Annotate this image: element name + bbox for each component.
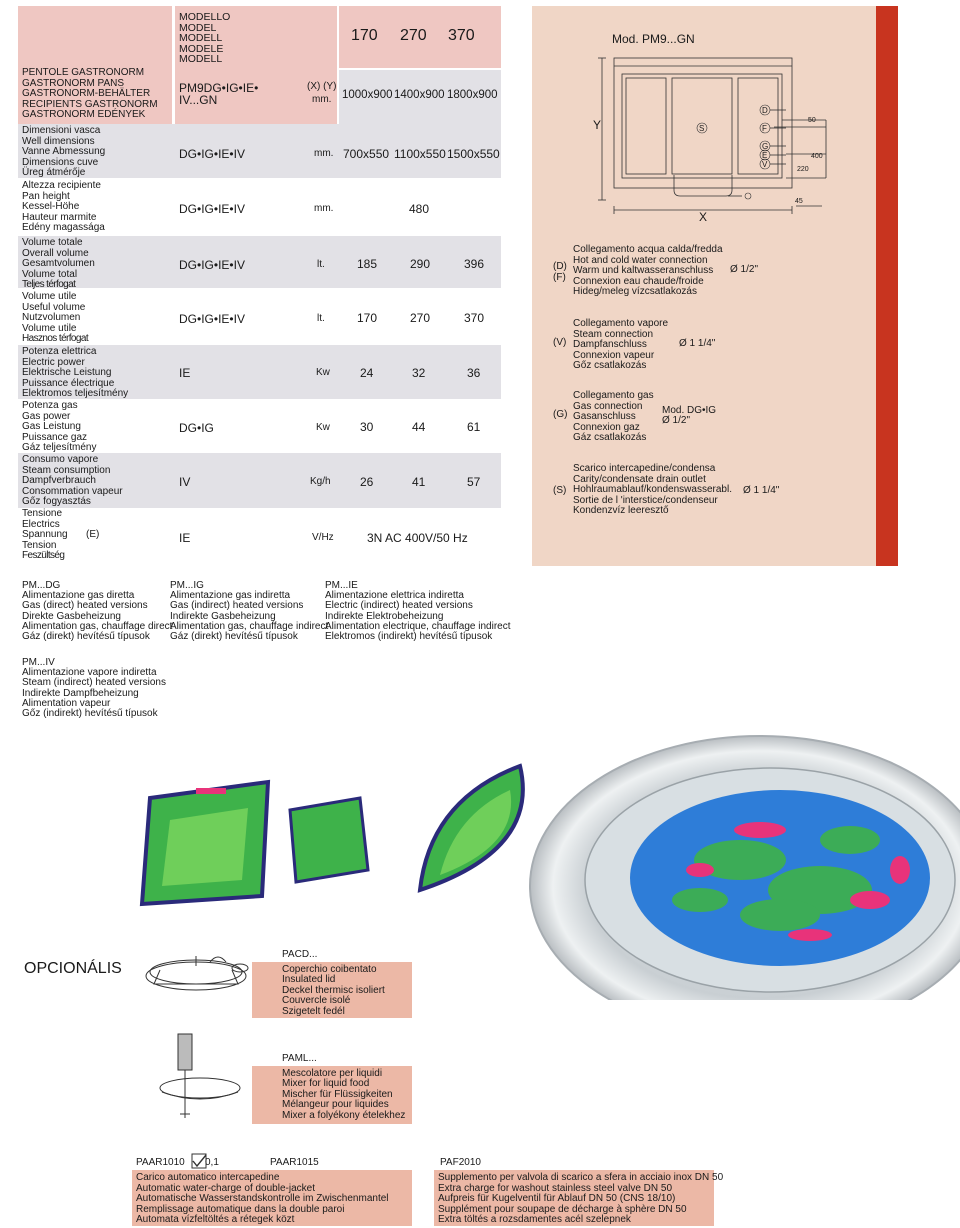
title-labels: PENTOLE GASTRONORM GASTRONORM PANS GASTRONORM-BEHÄLTER RECIPIENTS GASTRONORM GASTRONORM EDÉNYEK [22,67,158,121]
row-unit: lt. [317,313,325,324]
row-value: 185 [357,257,378,271]
version-iv: PM...IV Alimentazione vapore indiretta Steam (indirect) heated versions Indirekte Dampfbeheizung Alimentation vapeur Gőz (indirekt) hevítésű típusok [22,657,166,720]
row-unit: lt. [317,259,325,270]
row-versions: IV [179,475,191,489]
column-170: 170 [351,27,378,44]
row-versions: DG•IG•IE•IV [179,147,245,161]
conn-lines-s: Scarico intercapedine/condensa Carity/condensate drain outlet Hohlraumablauf/kondenswasserabl. Sortie de l 'interstice/condenseur Kondenzvíz leeresztő [573,463,732,517]
paar-code-1: PAAR1010 [136,1157,185,1168]
paml-lines: Mescolatore per liquidi Mixer for liquid food Mischer für Flüssigkeiten Mélangeur pour liquides Mixer a folyékony ételekhez [282,1068,406,1121]
row-label-useful-volume: Volume utile Useful volume Nutzvolumen Volume utile Hasznos térfogat [22,291,88,345]
dim-45: 45 [795,198,803,205]
conn-tag-s: (S) [553,485,567,496]
version-ig: PM...IG Alimentazione gas indiretta Gas (indirect) heated versions Indirekte Gasbeheizung Alimentation gas, chauffage indirect Gáz (direkt) hevítésű típusok [170,580,329,643]
row-unit: Kg/h [310,476,331,487]
row-value: 480 [409,202,430,216]
conn-size-v: Ø 1 1/4" [679,338,716,349]
conn-size-s: Ø 1 1/4" [743,485,780,496]
conn-letter-g: G [762,142,769,151]
row-unit: mm. [314,203,334,214]
conn-size-df: Ø 1/2" [730,264,759,275]
conn-model-g: Mod. DG•IG [662,405,717,416]
version-ie: PM...IE Alimentazione elettrica indiretta Electric (indirect) heated versions Indirekte Elektrobeheizung Alimentation electrique, chauffage indirect Elektromos (indirekt) hevítésű típusok [325,580,511,643]
diagram-title: Mod. PM9...GN [612,32,695,46]
row-value: 170 [357,311,378,325]
row-value: 44 [412,420,426,434]
model-code: PM9DG•IG•IE• IV...GN [179,81,259,107]
row-value: 1500x550 [447,147,500,161]
row-versions: DG•IG•IE•IV [179,258,245,272]
row-versions: DG•IG•IE•IV [179,312,245,326]
row-unit: mm. [314,148,334,159]
dim-220: 220 [797,166,809,173]
row-value: 270 [410,311,431,325]
s-label: S [699,124,705,133]
row-label-steam-consumption: Consumo vapore Steam consumption Dampfverbrauch Consommation vapeur Gőz fogyasztás [22,454,123,508]
conn-letter-e: E [762,151,768,160]
conn-letter-d: D [762,106,768,115]
xy-value-1: 1000x900 [342,89,393,101]
row-unit: Kw [316,367,330,378]
plan-diagram [590,50,870,230]
lid-drawing [140,948,260,1008]
row-value: 3N AC 400V/50 Hz [367,531,468,545]
column-370: 370 [448,27,475,44]
pacd-code: PACD... [282,949,318,960]
row-value: 26 [360,475,374,489]
row-value: 290 [410,257,431,271]
row-value: 1100x550 [394,147,446,161]
row-value: 24 [360,366,374,380]
xy-value-3: 1800x900 [447,89,498,101]
options-heading: OPCIONÁLIS [24,960,122,977]
row-value: 370 [464,311,485,325]
row-value: 36 [467,366,481,380]
row-value: 30 [360,420,374,434]
row-label-total-volume: Volume totale Overall volume Gesamtvolumen Volume total Teljes térfogat [22,237,95,291]
row-value: 57 [467,475,481,489]
row-value: 41 [412,475,426,489]
row-value: 61 [467,420,481,434]
conn-size-g: Ø 1/2" [662,415,691,426]
conn-tag-v: (V) [553,337,567,348]
conn-tag-g: (G) [553,409,568,420]
row-label-tag: (E) [86,529,100,540]
conn-letter-v: V [762,160,768,169]
row-versions: DG•IG [179,421,214,435]
paf-code: PAF2010 [440,1157,481,1168]
conn-lines-df: Collegamento acqua calda/fredda Hot and cold water connection Warm und kaltwasseranschluss Connexion eau chaude/froide Hideg/meleg vízcsatlakozás [573,244,723,298]
row-versions: DG•IG•IE•IV [179,202,245,216]
dim-400: 400 [811,153,823,160]
paar-icon-text: 0,1 [205,1157,219,1168]
xy-value-2: 1400x900 [394,89,445,101]
y-label: Y [593,118,602,132]
row-unit: V/Hz [312,532,334,543]
version-dg: PM...DG Alimentazione gas diretta Gas (direct) heated versions Direkte Gasbeheizung Alimentation gas, chauffage direct Gáz (direkt) hevítésű típusok [22,580,173,643]
row-label-well: Dimensioni vasca Well dimensions Vanne Abmessung Dimensions cuve Üreg átmérője [22,125,106,179]
paf-lines: Supplemento per valvola di scarico a sfera in acciaio inox DN 50 Extra charge for washout stainless steel valve DN 50 Aufpreis für Kugelventil für Ablauf DN 50 (CNS 18/10) Supplément pour soupape de décharge à sphère DN 50 Extra töltés a rozsdamentes acél szelepnek [438,1172,724,1226]
mixer-drawing [150,1028,250,1128]
xy-unit: (X) (Y) mm. [307,81,337,105]
conn-letter-f: F [762,124,767,133]
dim-50: 50 [808,117,816,124]
row-versions: IE [179,531,191,545]
x-label: X [699,210,708,224]
row-versions: IE [179,366,191,380]
conn-lines-v: Collegamento vapore Steam connection Dampfanschluss Connexion vapeur Gőz csatlakozás [573,318,669,372]
row-label-gas-power: Potenza gas Gas power Gas Leistung Puissance gaz Gáz teljesítmény [22,400,97,454]
row-value: 396 [464,257,485,271]
column-270: 270 [400,27,427,44]
conn-lines-g: Collegamento gas Gas connection Gasanschluss Connexion gaz Gáz csatlakozás [573,390,654,444]
row-label-electric-power: Potenza elettrica Electric power Elektrische Leistung Puissance électrique Elektromos teljesítmény [22,346,129,400]
paml-code: PAML... [282,1053,317,1064]
red-stripe [876,6,898,566]
row-unit: Kw [316,422,330,433]
conn-tag-df: (D) (F) [553,261,567,283]
pacd-lines: Coperchio coibentato Insulated lid Deckel thermisc isoliert Couvercle isolé Szigetelt fedél [282,964,385,1017]
row-label-electrics: Tensione Electrics Spannung Tension Feszültség [22,508,68,562]
paar-code-2: PAAR1015 [270,1157,319,1168]
row-value: 700x550 [343,147,390,161]
paar-lines: Carico automatico intercapedine Automatic water-charge of double-jacket Automatische Wasserstandskontrolle im Zwischenmantel Remplissage automatique dans la double paroi Automata vízfeltöltés a rétegek közt [136,1172,389,1226]
model-labels: MODELLO MODEL MODELL MODELE MODELL [179,11,231,65]
row-value: 32 [412,366,426,380]
row-label-height: Altezza recipiente Pan height Kessel-Höhe Hauteur marmite Edény magassága [22,180,105,234]
